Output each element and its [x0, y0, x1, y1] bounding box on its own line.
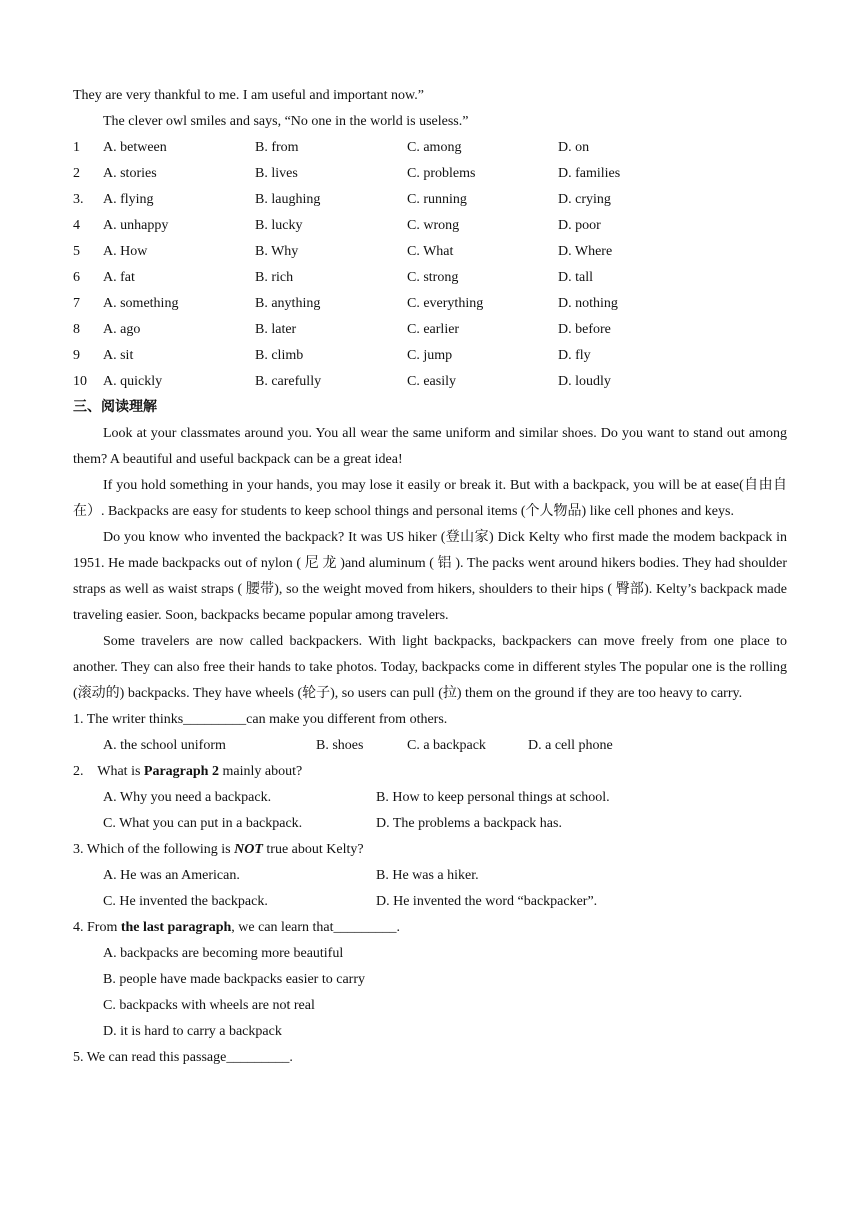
- cloze-options-table: [73, 135, 787, 395]
- cloze-number: 8: [73, 322, 80, 337]
- passage-paragraph: Look at your classmates around you. You all wear the same uniform and similar shoes. Do you want to stand out among them? A beautiful and useful backpack can be a great idea!: [73, 426, 787, 467]
- cloze-number: 9: [73, 348, 80, 363]
- option-d: D. tall: [558, 270, 593, 285]
- question-options: [73, 785, 787, 811]
- question-stem: [73, 759, 787, 785]
- cloze-row: [73, 239, 787, 265]
- document-page: [73, 83, 787, 1071]
- option-b: B. lucky: [255, 218, 303, 233]
- cloze-row: [73, 187, 787, 213]
- option-b: B. laughing: [255, 192, 321, 207]
- option-b: B. How to keep personal things at school.: [376, 790, 610, 805]
- question-options: [73, 889, 787, 915]
- option-d: D. it is hard to carry a backpack: [103, 1024, 282, 1039]
- stem-text: , we can learn that_________.: [231, 920, 401, 935]
- option-c: C. jump: [407, 348, 453, 363]
- passage-paragraph: Some travelers are now called backpackers. With light backpacks, backpackers can move freely from one place to another. They can also free their hands to take photos. Today, backpacks come in different styles The popular one is the rolling (滚动的) backpacks. They have wheels (轮子), so users can pull (拉) them on the ground if they are too heavy to carry.: [73, 634, 787, 701]
- stem-emphasis: the last paragraph: [120, 920, 232, 935]
- cloze-row: [73, 317, 787, 343]
- option-c: C. a backpack: [407, 738, 486, 753]
- option-a: A. sit: [103, 348, 134, 363]
- option-a: A. something: [103, 296, 179, 311]
- option-c: C. problems: [407, 166, 476, 181]
- cloze-row: [73, 369, 787, 395]
- cloze-number: 2: [73, 166, 80, 181]
- question-options: [73, 733, 787, 759]
- stem-text: 2. What is: [73, 764, 144, 779]
- option-b: B. Why: [255, 244, 299, 259]
- option-d: D. nothing: [558, 296, 618, 311]
- option-c: C. What you can put in a backpack.: [103, 816, 303, 831]
- stem-text: true about Kelty?: [262, 842, 364, 857]
- stem-emphasis: Paragraph 2: [143, 764, 219, 779]
- option-d: D. He invented the word “backpacker”.: [376, 894, 598, 909]
- option-a: A. flying: [103, 192, 154, 207]
- option-d: D. crying: [558, 192, 611, 207]
- cloze-number: 3.: [73, 192, 84, 207]
- option-a: A. fat: [103, 270, 135, 285]
- cloze-number: 10: [73, 374, 87, 389]
- story-ending-line: They are very thankful to me. I am useful and important now.”: [73, 88, 424, 103]
- question-stem: [73, 837, 787, 863]
- option-d: D. before: [558, 322, 611, 337]
- option-c: C. backpacks with wheels are not real: [103, 998, 315, 1013]
- option-d: D. The problems a backpack has.: [376, 816, 562, 831]
- option-b: B. He was a hiker.: [376, 868, 479, 883]
- option-c: C. running: [407, 192, 467, 207]
- passage-paragraph: Do you know who invented the backpack? It was US hiker (登山家) Dick Kelty who first made the modem backpack in 1951. He made backpacks out of nylon ( 尼 龙 )and aluminum ( 铝 ). The packs went around hikers bodies. They had shoulder straps as well as waist straps ( 腰带), so the weight moved from hikers, shoulders to their hips ( 臀部). Kelty’s backpack made traveling easier. Soon, backpacks became popular among travelers.: [73, 530, 787, 623]
- option-b: B. shoes: [316, 738, 364, 753]
- option-b: B. people have made backpacks easier to carry: [103, 972, 365, 987]
- option-c: C. What: [407, 244, 454, 259]
- option-a: A. stories: [103, 166, 157, 181]
- option-d: D. on: [558, 140, 590, 155]
- cloze-number: 1: [73, 140, 80, 155]
- option-c: C. strong: [407, 270, 459, 285]
- option-a: A. quickly: [103, 374, 163, 389]
- option-c: C. easily: [407, 374, 456, 389]
- cloze-row: [73, 135, 787, 161]
- option-d: D. loudly: [558, 374, 611, 389]
- cloze-row: [73, 343, 787, 369]
- question-options: [73, 811, 787, 837]
- option-d: D. families: [558, 166, 621, 181]
- option-d: D. fly: [558, 348, 591, 363]
- stem-emphasis: NOT: [234, 842, 263, 857]
- option-b: B. carefully: [255, 374, 322, 389]
- cloze-row: [73, 291, 787, 317]
- option-d: D. Where: [558, 244, 613, 259]
- stem-text: 4. From: [73, 920, 121, 935]
- cloze-row: [73, 265, 787, 291]
- option-c: C. wrong: [407, 218, 460, 233]
- story-ending-quote: The clever owl smiles and says, “No one in the world is useless.”: [103, 114, 469, 129]
- cloze-row: [73, 161, 787, 187]
- section-heading: 三、阅读理解: [73, 400, 157, 415]
- question-stem: [73, 915, 787, 941]
- option-b: B. rich: [255, 270, 294, 285]
- option-b: B. later: [255, 322, 297, 337]
- option-a: A. Why you need a backpack.: [103, 790, 272, 805]
- option-c: C. He invented the backpack.: [103, 894, 268, 909]
- cloze-number: 7: [73, 296, 80, 311]
- option-a: A. ago: [103, 322, 141, 337]
- option-a: A. How: [103, 244, 148, 259]
- option-d: D. a cell phone: [528, 738, 613, 753]
- passage-paragraph: If you hold something in your hands, you may lose it easily or break it. But with a backpack, you will be at ease(自由自在）. Backpacks are easy for students to keep school things and personal items (个人物品) like cell phones and keys.: [73, 478, 787, 519]
- stem-text: mainly about?: [218, 764, 303, 779]
- option-a: A. backpacks are becoming more beautiful: [103, 946, 344, 961]
- option-d: D. poor: [558, 218, 601, 233]
- cloze-number: 4: [73, 218, 80, 233]
- option-a: A. the school uniform: [103, 738, 226, 753]
- stem-text: 3. Which of the following is: [73, 842, 235, 857]
- option-b: B. lives: [255, 166, 298, 181]
- option-a: A. He was an American.: [103, 868, 240, 883]
- option-b: B. anything: [255, 296, 321, 311]
- option-c: C. among: [407, 140, 462, 155]
- question-stem: 1. The writer thinks_________can make you different from others.: [73, 712, 448, 727]
- option-a: A. between: [103, 140, 167, 155]
- option-b: B. from: [255, 140, 299, 155]
- question-options: [73, 863, 787, 889]
- question-stem: 5. We can read this passage_________.: [73, 1050, 293, 1065]
- cloze-row: [73, 213, 787, 239]
- option-a: A. unhappy: [103, 218, 169, 233]
- option-c: C. earlier: [407, 322, 460, 337]
- cloze-number: 5: [73, 244, 80, 259]
- cloze-number: 6: [73, 270, 80, 285]
- option-b: B. climb: [255, 348, 304, 363]
- option-c: C. everything: [407, 296, 484, 311]
